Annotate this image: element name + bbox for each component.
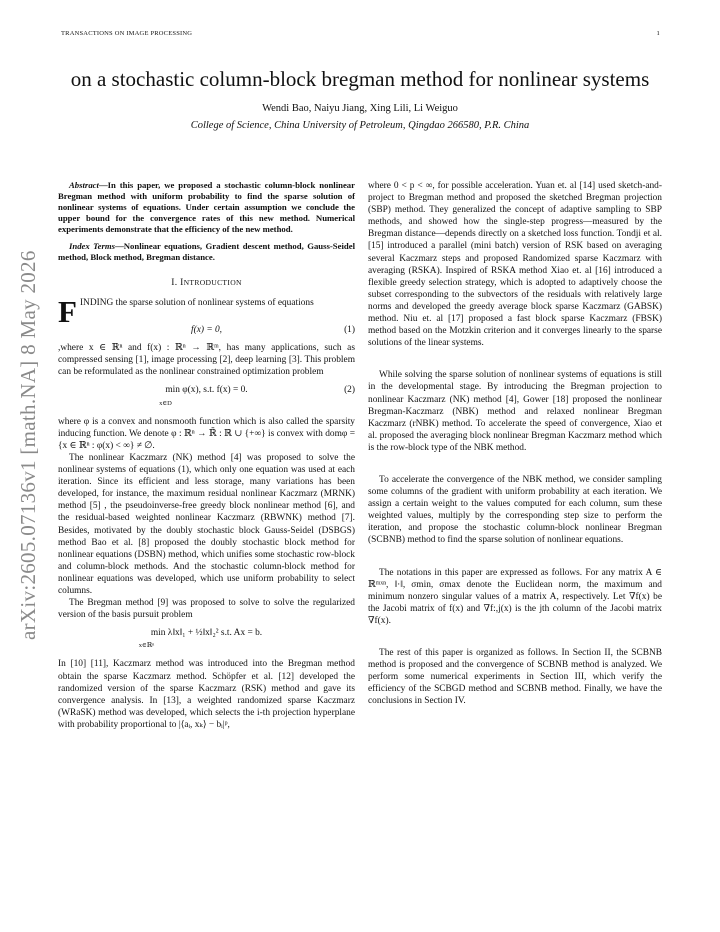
equation-1: [58, 324, 355, 336]
right-paragraph-5: The rest of this paper is organized as follows. In Section II, the SCBNB method is proposed and the convergence of SCBNB method is analyzed. We perform some numerical experiments in Section III, which verify the efficiency of the SCBGD method and SCBNB method. Finally, we have the conclusions in Section IV.: [368, 648, 662, 707]
intro-paragraph-2: ,where x ∈ ℝⁿ and f(x) : ℝⁿ → ℝᵐ, has many applications, such as compressed sensing [1], image processing [2], deep learning [3]. This problem can be reformulated as the nonlinear constrained optimization problem: [58, 343, 355, 378]
abstract: [58, 180, 355, 235]
intro-paragraph-3: where φ is a convex and nonsmooth function which is also called the sparsity inducing function. We denote φ : ℝⁿ → ℝ̄ : ℝ ∪ {+∞} is convex with domφ = {x ∈ ℝⁿ : φ(x) < ∞} ≠ ∅.: [58, 416, 355, 451]
intro-paragraph-1: [58, 294, 355, 330]
equation-3: [58, 627, 355, 652]
intro-paragraph-6: In [10] [11], Kaczmarz method was introduced into the Bregman method obtain the sparse Kaczmarz method. Schöpfer et al. [12] developed the randomized version of the sparse Kaczmarz (RSK) method and gave its convergence analysis. In [13], a weighted randomized sparse Kaczmarz (WRaSK) method was developed, which selects the i-th projection hyperplane with probability proportional to |⟨aᵢ, xₖ⟩ − bᵢ|ᵖ,: [58, 659, 355, 730]
journal-header: TRANSACTIONS ON IMAGE PROCESSING: [61, 30, 193, 37]
right-paragraph-2: While solving the sparse solution of nonlinear systems of equations is still in the developmental stage. By introducing the Bregman projection to nonlinear Kaczmarz (NK) method [4], Gower [18] proposed the nonlinear Bregman-Kaczmarz (NBK) method and relaxed nonlinear Bregman Kaczmarz (rNBK) method. To accelerate the speed of convergence, Xiao et al. proposed the averaging block nonlinear Bregman Kaczmarz method which is the row-block type of the NBK method.: [368, 370, 662, 453]
index-terms-text: —Nonlinear equations, Gradient descent method, Gauss-Seidel method, Block method, Bregman distance.: [58, 241, 355, 262]
equation-1-body: f(x) = 0,: [190, 325, 223, 336]
equation-2-subscript: x∈D: [159, 399, 172, 407]
equation-3-body: min λ‖x‖₁ + ½‖x‖₂² s.t. Ax = b.: [150, 628, 263, 639]
arxiv-stamp: arXiv:2605.07136v1 [math.NA] 8 May 2026: [16, 250, 40, 640]
equation-3-subscript: x∈ℝⁿ: [138, 642, 155, 650]
section-title-first: I: [180, 277, 184, 288]
equation-2-body: min φ(x), s.t. f(x) = 0.: [165, 385, 248, 396]
equation-2-number: (2): [344, 385, 355, 396]
intro-paragraph-4: The nonlinear Kaczmarz (NK) method [4] was proposed to solve the nonlinear systems of equations (1), which only one equation was used at each iteration. Since its efficient and less storage, many variations has been developed, for instance, the maximum residual nonlinear Kaczmarz (MRNK) method [5] , the pseudoinverse-free greedy block nonlinear method [6], and the residual-based weighted nonlinear Kaczmarz (RBWNK) method [7]. Besides, motivated by the doubly stochastic block Gauss-Seidel (DSBGS) method Bao et al. [8] proposed the doubly stochastic block method for nonlinear equations (DSBN) method, which unifies some stochastic row-block and column-block methods. And the stochastic column-block method for nonlinear equations was developed, which use uniform probability to select columns.: [58, 452, 355, 596]
equation-1-number: (1): [344, 325, 355, 336]
section-numeral: I.: [171, 277, 178, 288]
right-column: [368, 180, 662, 707]
left-column: [58, 180, 355, 731]
right-paragraph-1: where 0 < p < ∞, for possible acceleration. Yuan et. al [14] used sketch-and-project to Bregman method and proposed the sketched Bregman projection (SBP) method. They generalized the concept of adaptive sampling to SBP methods, and showed how the single-step progress—measured by the Bregman distance—depends directly on a sketched loss function. Tondji et al. [15] introduced a parallel (mini batch) version of RSK based on averaging several Kaczmarz steps and proposed Randomized sparse Kaczmarz with averaging (RSKA). Inspired of RSKA method Xiao et. al [16] introduced a flexible greedy selection strategy, which is adopted to adaptively choose the subset corresponding to the subvectors of the residuals with relatively large norms and developed the greedy average block sparse Kaczmarz (GABSK) method. Niu et. al [17] proposed a fast block sparse Kaczmarz (FBSK) method based on the Motzkin criterion and it converges linearly to the sparse solutions of the linear systems.: [368, 181, 662, 349]
abstract-text: —In this paper, we proposed a stochastic column-block nonlinear Bregman method with uniform probability to find the sparse solution of nonlinear systems of equations. Under certain assumption we conclude the upper bound for the convergence rates of this new method. Numerical experiments demonstrate that the efficiency of the new method.: [58, 180, 355, 234]
index-terms: [58, 241, 355, 263]
drop-cap: F: [58, 294, 77, 330]
paper-title: on a stochastic column-block bregman method for nonlinear systems: [70, 67, 650, 91]
intro-p1-text: INDING the sparse solution of nonlinear systems of equations: [79, 298, 314, 309]
right-paragraph-4: The notations in this paper are expressed as follows. For any matrix A ∈ ℝᵐˣⁿ, ‖·‖, σmin, σmax denote the Euclidean norm, the maximum and minimum nonzero singular values of a matrix A, respectively. Let ∇f(x) be the Jacobi matrix of f(x) and ∇f:,j(x) is the jth column of the Jacobi matrix ∇f(x).: [368, 567, 662, 626]
section-title-rest: NTRODUCTION: [183, 278, 242, 287]
page-number: 1: [656, 30, 660, 37]
abstract-label: Abstract: [69, 180, 99, 190]
intro-paragraph-5: The Bregman method [9] was proposed to solve to solve the regularized version of the basis pursuit problem: [58, 598, 355, 621]
authors: Wendi Bao, Naiyu Jiang, Xing Lili, Li Weiguo: [262, 103, 458, 114]
section-heading-introduction: [58, 277, 355, 289]
equation-2: [58, 384, 355, 409]
index-terms-label: Index Terms: [69, 241, 116, 251]
right-paragraph-3: To accelerate the convergence of the NBK method, we consider sampling some columns of the gradient with uniform probability at each iteration. We assign a certain weight to the values computed for each column, sum these weighted values, multiply by the corresponding step size to perform the iteration, and propose the stochastic column-block nonlinear Bregman (SCBNB) method to find the sparse solution of nonlinear equations.: [368, 474, 662, 546]
affiliation: College of Science, China University of Petroleum, Qingdao 266580, P.R. China: [190, 120, 530, 131]
